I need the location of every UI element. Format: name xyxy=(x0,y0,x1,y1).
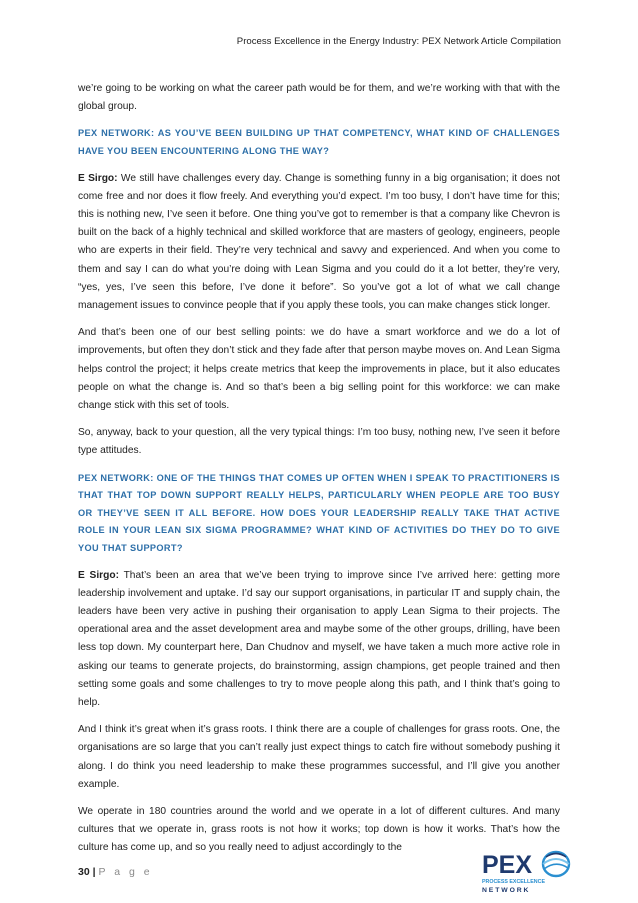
interview-answer: E Sirgo: We still have challenges every day. Change is something funny in a big organisation; it does not come free and nor does it flow freely. And everything you’d expect. I’m too busy, I don’t have time for this; this is nothing new, I’ve seen it before. One thing you’ve got to remember is that a company like Chevron is built on the back of a highly technical and skilled workforce that are masters of geology, engineers, people who are experts in their field. They’re very technical and savvy and experienced. And when you come to them and say I can do what you’re doing with Lean Sigma and you could do it a lot better, they’re very, “yes, yes, I’ve seen this before, I’ve done it before”. So you’ve got a lot of what we call change management issues to convince people that if you apply these tools, you can make changes stick longer. xyxy=(78,172,560,312)
globe-icon xyxy=(543,852,569,876)
body-paragraph: So, anyway, back to your question, all the very typical things: I’m too busy, nothing new, I’ve seen it before type attitudes. xyxy=(78,427,560,457)
speaker-label: E Sirgo: xyxy=(78,172,118,184)
page-number: 30 xyxy=(78,866,90,878)
body-paragraph: we’re going to be working on what the career path would be for them, and we’re working with that with the global group. xyxy=(78,83,560,113)
logo-network: N E T W O R K xyxy=(482,887,529,894)
article-body xyxy=(78,80,560,867)
page-label: P a g e xyxy=(98,866,153,878)
body-paragraph: We operate in 180 countries around the world and we operate in a lot of different cultures. And many cultures that we operate in, grass roots is not how it works; top down is how it works. That’s how the culture has come up, and so you really need to adjust accordingly to the xyxy=(78,806,560,854)
speaker-label: E Sirgo: xyxy=(78,569,119,581)
body-paragraph: And that’s been one of our best selling points: we do have a smart workforce and we do a lot of improvements, but often they don’t stick and they fade after that person maybe moves on. And Lean Sigma helps control the project; it helps create metrics that keep the improvements in place, but it also educates people on what the change is. And so that’s been a big selling point for this workforce: we can make change stick with this set of tools. xyxy=(78,327,560,412)
running-header xyxy=(60,36,561,47)
pex-network-logo xyxy=(482,848,572,894)
logo-wordmark: PEX xyxy=(482,851,533,879)
page-footer xyxy=(78,866,153,878)
interview-question: PEX NETWORK: AS YOU’VE BEEN BUILDING UP THAT COMPETENCY, WHAT KIND OF CHALLENGES HAVE YOU BEEN ENCOUNTERING ALONG THE WAY? xyxy=(78,128,560,156)
footer-separator: | xyxy=(92,866,96,878)
interview-question: PEX NETWORK: ONE OF THE THINGS THAT COMES UP OFTEN WHEN I SPEAK TO PRACTITIONERS IS THAT THAT TOP DOWN SUPPORT REALLY HELPS, PARTICULARLY WHEN PEOPLE ARE TOO BUSY OR THEY’VE SEEN IT ALL BEFORE. HOW DOES YOUR LEADERSHIP REALLY TAKE THAT ACTIVE ROLE IN YOUR LEAN SIX SIGMA PROGRAMME? WHAT KIND OF ACTIVITIES DO THEY DO TO GIVE YOU THAT SUPPORT? xyxy=(78,472,560,554)
interview-answer: E Sirgo: That’s been an area that we’ve been trying to improve since I’ve arrived here: getting more leadership involvement and uptake. I’d say our support organisations, in particular IT and supply chain, the leaders have been very active in pushing their organisation to apply Lean Sigma to their projects. The operational area and the asset development area and maybe some of the other groups, drilling, have been less top down. My counterpart here, Dan Chudnov and myself, we have taken a much more active role in asking our teams to generate projects, do brainstorming, assign champions, get people trained and then setting some goals and some challenges to try to move people along this path, and I think that’s going to help. xyxy=(78,569,560,709)
header-title: Process Excellence in the Energy Industry: PEX Network Article Compilation xyxy=(236,36,561,47)
body-paragraph: And I think it’s great when it’s grass roots. I think there are a couple of challenges for grass roots. One, the organisations are so large that you can’t really just expect things to catch fire without somebody pushing it along. I do think you need leadership to make these programmes successful, and I’ll give you another example. xyxy=(78,724,560,790)
logo-subtitle: PROCESS EXCELLENCE xyxy=(482,879,545,885)
